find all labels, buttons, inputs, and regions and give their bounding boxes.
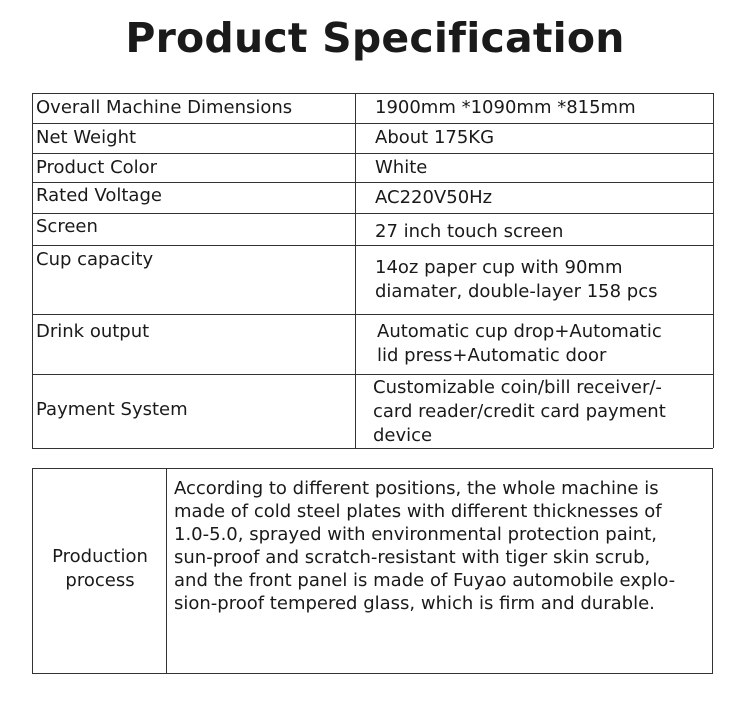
row-divider xyxy=(32,213,713,214)
production-label xyxy=(33,545,167,593)
spec-value: 1900mm *1090mm *815mm xyxy=(375,97,636,118)
spec-value: AC220V50Hz xyxy=(375,187,493,208)
spec-value-line: Customizable coin/bill receiver/- xyxy=(373,377,662,398)
spec-value-line: diamater, double-layer 158 pcs xyxy=(375,281,658,302)
table-border-top xyxy=(32,93,713,94)
row-divider xyxy=(32,245,713,246)
spec-label: Screen xyxy=(36,216,98,237)
spec-label: Overall Machine Dimensions xyxy=(36,97,293,118)
spec-value-line: Automatic cup drop+Automatic xyxy=(377,321,662,342)
page-title: Product Specification xyxy=(125,14,625,62)
spec-value: White xyxy=(375,157,428,178)
production-text-line: sun-proof and scratch-resistant with tiger skin scrub, xyxy=(174,547,651,568)
spec-label: Drink output xyxy=(36,321,150,342)
production-text-line: According to different positions, the whole machine is xyxy=(174,478,659,499)
production-text-line: sion-proof tempered glass, which is firm and durable. xyxy=(174,593,655,614)
spec-label: Cup capacity xyxy=(36,249,154,270)
spec-value-line: 14oz paper cup with 90mm xyxy=(375,257,623,278)
table-border-left xyxy=(32,93,33,448)
row-divider xyxy=(32,182,713,183)
production-process-box xyxy=(32,468,713,674)
production-text-line: 1.0-5.0, sprayed with environmental protection paint, xyxy=(174,524,657,545)
table-border-right xyxy=(713,93,714,448)
production-text-line: and the front panel is made of Fuyao automobile explo- xyxy=(174,570,676,591)
table-border-bottom xyxy=(32,448,713,449)
spec-label: Payment System xyxy=(36,399,188,420)
spec-label: Rated Voltage xyxy=(36,185,162,206)
row-divider xyxy=(32,153,713,154)
row-divider xyxy=(32,123,713,124)
production-text-line: made of cold steel plates with different thicknesses of xyxy=(174,501,662,522)
spec-value: About 175KG xyxy=(375,127,495,148)
column-divider xyxy=(355,93,356,448)
spec-value: 27 inch touch screen xyxy=(375,221,564,242)
spec-value-line: lid press+Automatic door xyxy=(377,345,607,366)
spec-label: Product Color xyxy=(36,157,158,178)
spec-value-line: card reader/credit card payment xyxy=(373,401,666,422)
production-description xyxy=(174,477,709,615)
production-label-line: Production xyxy=(52,546,148,567)
row-divider xyxy=(32,374,713,375)
spec-label: Net Weight xyxy=(36,127,137,148)
spec-value-line: device xyxy=(373,425,433,446)
production-label-line: process xyxy=(65,570,135,591)
spec-table xyxy=(32,93,713,448)
row-divider xyxy=(32,314,713,315)
